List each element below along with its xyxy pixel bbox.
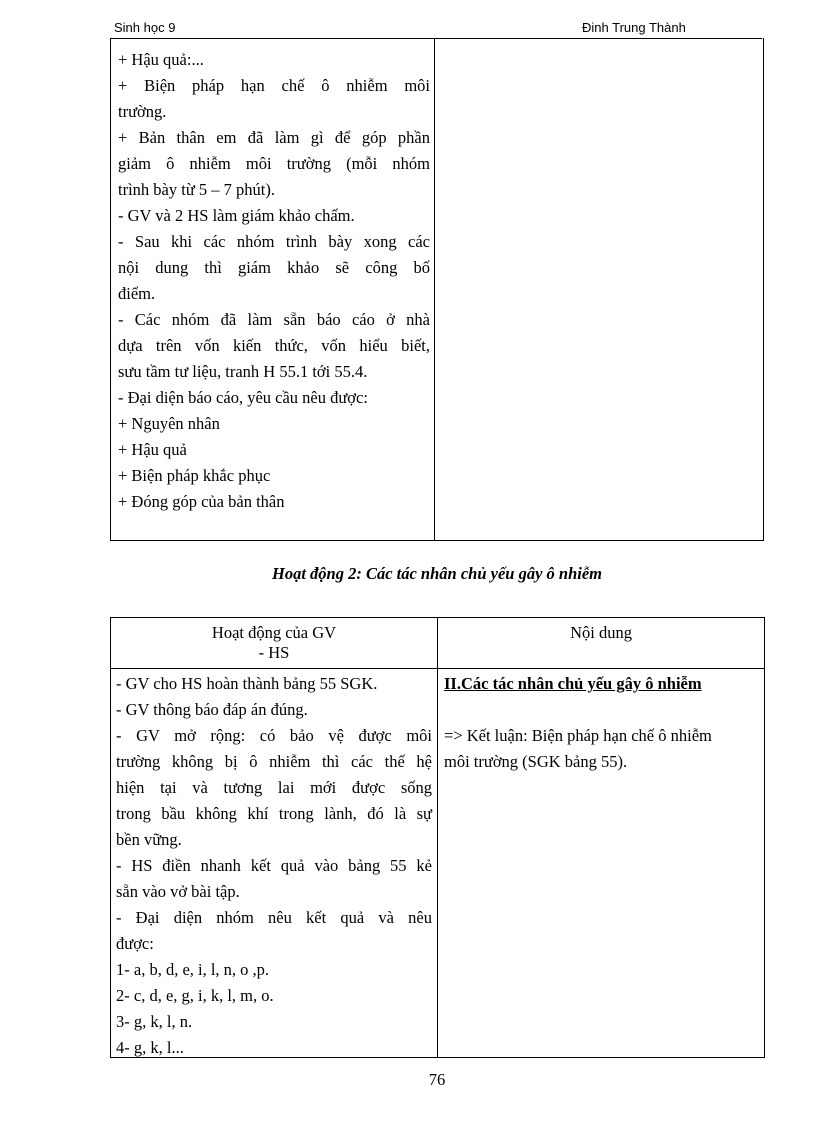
text-line: trong bầu không khí trong lành, đó là sự [116,804,432,823]
text-line: - Đại diện nhóm nêu kết quả và nêu [116,908,432,927]
text-line: trường. [118,102,167,121]
table-continued [110,38,764,541]
text-line: - GV mở rộng: có bảo vệ được môi [116,726,432,745]
page-header [110,20,762,39]
header-activity-line2: - HS [258,643,290,662]
text-line: môi trường (SGK bảng 55). [444,752,628,771]
text-line: + Biện pháp khắc phục [118,466,271,485]
header-divider [111,668,764,669]
header-activity-line1: Hoạt động của GV [211,623,337,642]
spacer [444,697,758,723]
table-continued-text [118,47,430,515]
text-line: hiện tại và tương lai mới được sống [116,778,432,797]
text-line: được: [116,934,154,953]
text-line: sẵn vào vở bài tập. [116,882,240,901]
text-line: + Biện pháp hạn chế ô nhiễm môi [118,76,430,95]
text-line: - Sau khi các nhóm trình bày xong các [118,232,430,251]
text-line: + Bản thân em đã làm gì để góp phần [118,128,430,147]
text-line: 1- a, b, d, e, i, l, n, o ,p. [116,960,270,979]
text-line: dựa trên vốn kiến thức, vốn hiểu biết, [118,336,430,355]
column-divider [437,618,438,1057]
text-line: nội dung thì giám khảo sẽ công bố [118,258,430,277]
text-line: - Các nhóm đã làm sẵn báo cáo ở nhà [118,310,430,329]
section-title: II.Các tác nhân chủ yếu gây ô nhiễm [444,674,702,693]
text-line: trường không bị ô nhiễm thì các thế hệ [116,752,432,771]
text-line: sưu tầm tư liệu, tranh H 55.1 tới 55.4. [118,362,368,381]
text-line: - GV thông báo đáp án đúng. [116,700,308,719]
header-activity [111,623,437,663]
text-line: + Hậu quả:... [118,50,204,69]
content-column [444,671,758,775]
text-line: => Kết luận: Biện pháp hạn chế ô nhiễm [444,726,712,745]
activity-column [116,671,432,1061]
text-line: + Đóng góp của bản thân [118,492,285,511]
header-content: Nội dung [570,623,632,642]
text-line: điểm. [118,284,156,303]
activity-table [110,617,765,1058]
text-line: + Nguyên nhân [118,414,220,433]
text-line: trình bày từ 5 – 7 phút). [118,180,275,199]
activity-title: Hoạt động 2: Các tác nhân chủ yếu gây ô nhiễm [271,564,603,583]
text-line: + Hậu quả [118,440,187,459]
text-line: - GV cho HS hoàn thành bảng 55 SGK. [116,674,378,693]
text-line: - Đại diện báo cáo, yêu cầu nêu được: [118,388,368,407]
text-line: 2- c, d, e, g, i, k, l, m, o. [116,986,274,1005]
header-subject: Sinh học 9 [114,20,176,35]
text-line: 4- g, k, l... [116,1038,184,1057]
text-line: - HS điền nhanh kết quả vào bảng 55 kẻ [116,856,432,875]
header-author: Đinh Trung Thành [582,20,686,35]
text-line: bền vững. [116,830,182,849]
page-number: 76 [428,1070,446,1089]
text-line: giảm ô nhiễm môi trường (mỗi nhóm [118,154,430,173]
table-continued-col1 [111,38,435,540]
text-line: - GV và 2 HS làm giám khảo chấm. [118,206,355,225]
text-line: 3- g, k, l, n. [116,1012,193,1031]
